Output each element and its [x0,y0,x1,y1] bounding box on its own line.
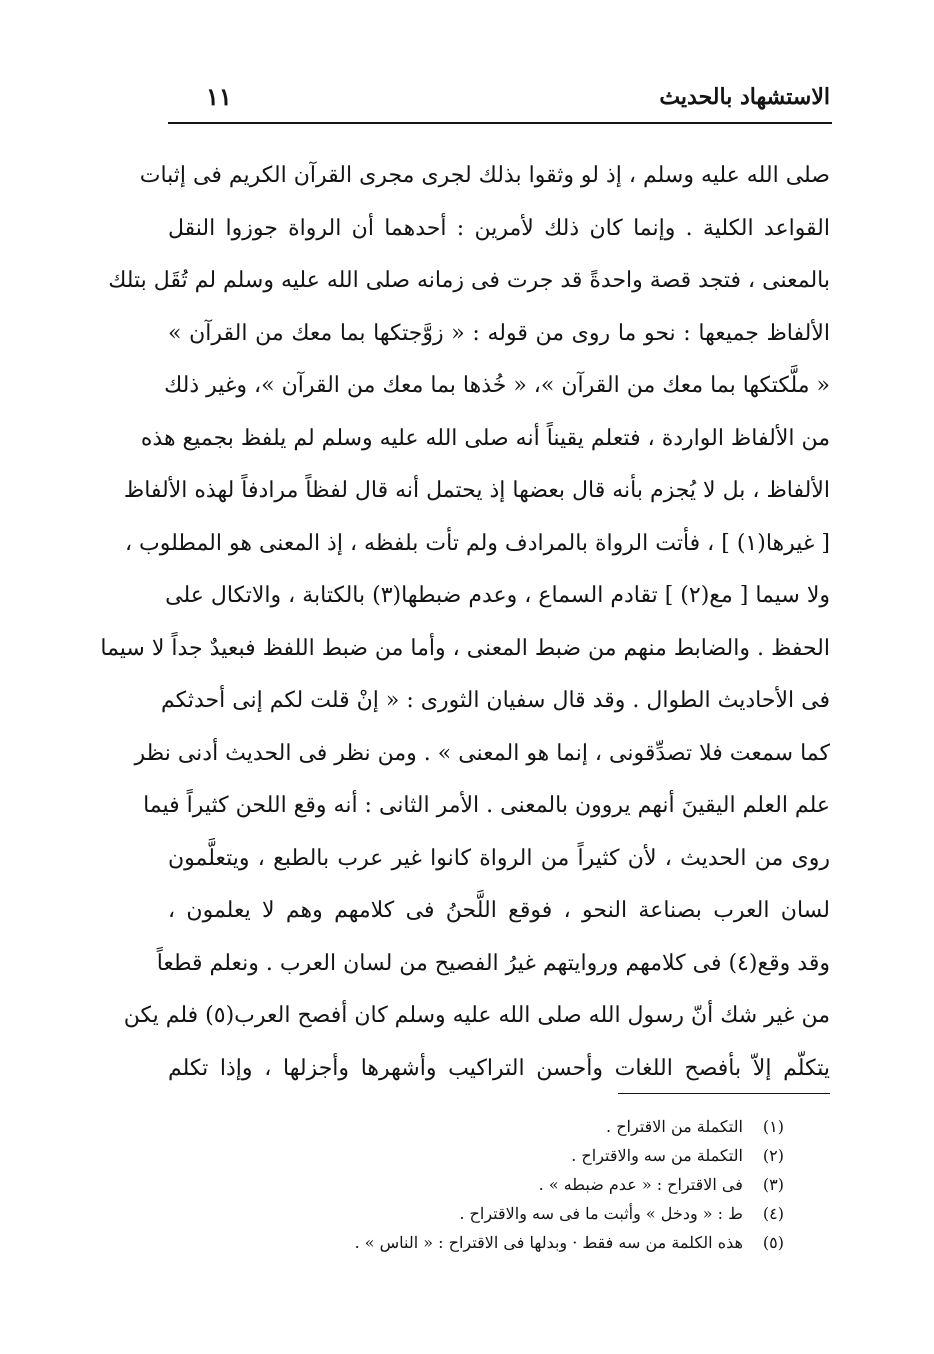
text-line: علم العلم اليقينَ أنهم يروون بالمعنى . الأمر الثانى : أنه وقع اللحن كثيراً فيما [143,793,830,818]
footnote-text: فى الاقتراح : « عدم ضبطه » . [538,1175,743,1194]
text-line: من الألفاظ الواردة ، فتعلم يقيناً أنه صلى الله عليه وسلم لم يلفظ بجميع هذه [140,425,830,451]
text-line: فى الأحاديث الطوال . وقد قال سفيان الثورى : « إنْ قلت لكم إنى أحدثكم [161,688,830,713]
footnote-number: (٤) [762,1204,784,1223]
footnote-4 [224,1199,784,1228]
footnote-text: ط : « ودخل » وأثبت ما فى سه والاقتراح . [459,1204,743,1223]
footnote-rule [618,1093,830,1094]
footnote-3 [224,1170,784,1199]
text-line: القواعد الكلية . وإنما كان ذلك لأمرين : أحدهما أن الرواة جوزوا النقل [168,215,830,241]
running-title: الاستشهاد بالحديث [659,84,830,110]
page-header [168,80,830,120]
text-line: روى من الحديث ، لأن كثيراً من الرواة كانوا غير عرب بالطبع ، ويتعلَّمون [168,845,830,871]
footnotes [224,1112,784,1257]
footnote-text: التكملة من الاقتراح . [606,1117,743,1136]
footnote-1 [224,1112,784,1141]
footnote-text: التكملة من سه والاقتراح . [571,1146,743,1165]
text-line: « ملَّكتكها بما معك من القرآن »، « خُذها بما معك من القرآن »، وغير ذلك [164,373,830,398]
text-line: الألفاظ ، بل لا يُجزم بأنه قال بعضها إذ يحتمل أنه قال لفظاً مرادفاً لهذه الألفاظ [123,478,830,503]
footnote-number: (٢) [762,1146,784,1165]
body-text [100,150,830,1095]
text-line: وقد وقع(٤) فى كلامهم وروايتهم غيرُ الفصيح من لسان العرب . ونعلم قطعاً [156,950,830,976]
footnote-number: (٥) [762,1233,784,1252]
footnote-2 [224,1141,784,1170]
footnote-5 [224,1228,784,1257]
footnote-number: (٣) [762,1175,784,1194]
text-line: الألفاظ جميعها : نحو ما روى من قوله : « زوَّجتكها بما معك من القرآن » [168,320,830,346]
text-line: الحفظ . والضابط منهم من ضبط المعنى ، وأما من ضبط اللفظ فبعيدٌ جداً لا سيما [100,635,830,661]
text-line: صلى الله عليه وسلم ، إذ لو وثقوا بذلك لجرى مجرى القرآن الكريم فى إثبات [139,163,830,188]
text-line: من غير شك أنّ رسول الله صلى الله عليه وسلم كان أفصح العرب(٥) فلم يكن [123,1003,830,1028]
header-rule [168,122,832,124]
text-line: كما سمعت فلا تصدِّقونى ، إنما هو المعنى » . ومن نظر فى الحديث أدنى نظر [134,740,830,766]
text-line: ولا سيما [ مع(٢) ] تقادم السماع ، وعدم ضبطها(٣) بالكتابة ، والاتكال على [165,583,830,608]
text-line: [ غيرها(١) ] ، فأتت الرواة بالمرادف ولم تأت بلفظه ، إذ المعنى هو المطلوب ، [124,530,830,556]
text-line: يتكلّم إلاّ بأفصح اللغات وأحسن التراكيب وأشهرها وأجزلها ، وإذا تكلم [168,1055,830,1081]
footnote-number: (١) [762,1117,784,1136]
text-line: لسان العرب بصناعة النحو ، فوقع اللَّحنُ فى كلامهم وهم لا يعلمون ، [168,898,830,923]
footnote-text: هذه الكلمة من سه فقط · وبدلها فى الاقتراح : « الناس » . [354,1233,743,1252]
page-number: ١١ [206,82,232,111]
text-line: بالمعنى ، فتجد قصة واحدةً قد جرت فى زمانه صلى الله عليه وسلم لم تُقَل بتلك [108,268,830,293]
